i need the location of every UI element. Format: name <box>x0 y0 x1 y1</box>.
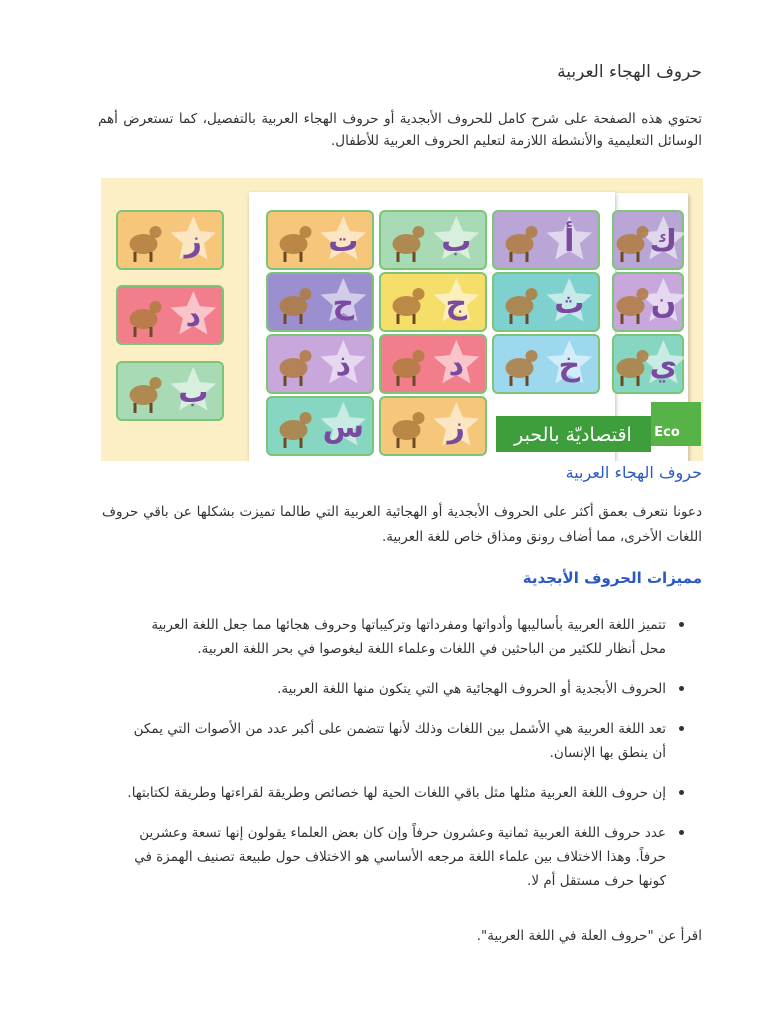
intro-paragraph: تحتوي هذه الصفحة على شرح كامل للحروف الأبجدية أو حروف الهجاء العربية بالتفصيل، كما تستعرض أهم الوسائل التعليمية والأنشطة اللازمة لتعليم الحروف العربية للأطفال. <box>98 111 702 149</box>
card-letter: خ <box>558 348 581 383</box>
list-item: إن حروف اللغة العربية مثلها مثل باقي اللغات الحية لها خصائص وطريقة لقراءتها وطريقة لكتابتها. <box>126 781 686 805</box>
letter-card <box>493 335 599 393</box>
card-letter: ك <box>649 224 678 259</box>
letter-card <box>117 211 223 269</box>
card-letter: س <box>322 410 365 445</box>
card-letter: ز <box>447 410 465 445</box>
hero-image-letter-cards <box>101 178 703 461</box>
features-list <box>126 613 686 909</box>
page-title: حروف الهجاء العربية <box>557 62 702 82</box>
letter-card <box>380 335 486 393</box>
card-letter: أ <box>564 224 575 259</box>
letter-card <box>380 273 486 331</box>
eco-badge: Eco <box>654 425 680 440</box>
read-more-text: اقرأ عن "حروف العلة في اللغة العربية". <box>476 928 702 944</box>
card-letter: ب <box>178 375 209 410</box>
letter-card <box>613 335 686 393</box>
section-link-arabic-letters[interactable]: حروف الهجاء العربية <box>565 463 702 482</box>
card-letter: ن <box>650 286 677 321</box>
letter-card <box>380 211 486 269</box>
letter-card <box>117 362 223 420</box>
letter-card <box>267 397 373 455</box>
card-letter: ب <box>441 224 472 259</box>
list-item: تعد اللغة العربية هي الأشمل بين اللغات وذلك لأنها تتضمن على أكبر عدد من الأصوات التي يمكن أن ينطق بها الإنسان. <box>126 717 686 765</box>
card-letter: ت <box>328 224 359 259</box>
card-letter: د <box>448 348 465 383</box>
card-letter: ي <box>649 348 678 383</box>
letter-card <box>267 335 373 393</box>
card-letter: ج <box>445 286 468 321</box>
card-letter: ث <box>554 286 585 321</box>
letter-card <box>613 273 686 331</box>
list-item: تتميز اللغة العربية بأساليبها وأدواتها ومفرداتها وتركيباتها وحروف هجائها مما جعل اللغة العربية محل أنظار للكثير من الباحثين في اللغات وعلماء اللغة ليغوصوا في بحر اللغة العربية. <box>126 613 686 661</box>
letter-card <box>493 211 599 269</box>
letter-card <box>267 273 373 331</box>
list-item: الحروف الأبجدية أو الحروف الهجائية هي التي يتكون منها اللغة العربية. <box>126 677 686 701</box>
letter-card <box>613 211 686 269</box>
letter-card <box>117 286 223 344</box>
banner-text: اقتصاديّة بالحبر <box>514 424 632 446</box>
features-heading: مميزات الحروف الأبجدية <box>522 569 702 587</box>
list-item: عدد حروف اللغة العربية ثمانية وعشرون حرفاً وإن كان بعض العلماء يقولون إنها تسعة وعشرين حرفاً. وهذا الاختلاف بين علماء اللغة مرجعه الأساسي هو الاختلاف حول طبيعة تصنيف الهمزة في كونها حرف مستقل أم لا. <box>126 821 686 893</box>
body-paragraph: دعونا نتعرف بعمق أكثر على الحروف الأبجدية أو الهجائية العربية التي طالما تميزت بشكلها عن باقي حروف اللغات الأخرى، مما أضاف رونق ومذاق خاص للغة العربية. <box>102 504 702 545</box>
card-letter: ز <box>184 224 202 259</box>
card-letter: د <box>185 299 202 334</box>
letter-card <box>267 211 373 269</box>
letter-card <box>380 397 486 455</box>
letter-card <box>493 273 599 331</box>
card-letter: ح <box>332 286 355 321</box>
card-letter: ذ <box>335 348 352 383</box>
